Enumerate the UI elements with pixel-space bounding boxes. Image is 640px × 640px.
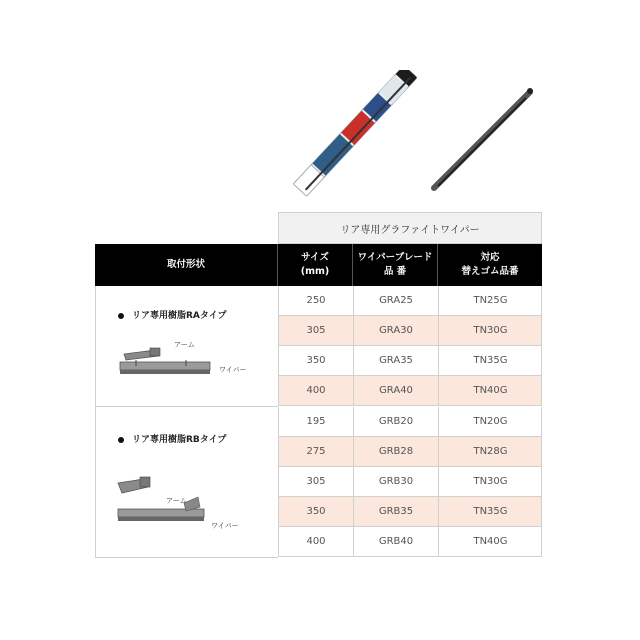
size-cell: 195 xyxy=(278,407,353,436)
size-cell: 305 xyxy=(278,316,353,345)
table-row xyxy=(278,407,542,437)
rubber-cell: TN25G xyxy=(438,286,542,315)
size-cell: 400 xyxy=(278,527,353,556)
header-blade-line1: ワイパーブレード xyxy=(357,252,433,263)
blade-cell: GRA25 xyxy=(353,286,438,315)
header-blade-line2: 品 番 xyxy=(383,266,407,277)
spec-table xyxy=(95,212,542,561)
table-row xyxy=(278,376,542,406)
table-row xyxy=(278,527,542,557)
header-blade xyxy=(353,244,438,286)
group-rb xyxy=(95,407,278,558)
package-photo xyxy=(288,70,438,200)
rubber-cell: TN35G xyxy=(438,497,542,526)
header-rubber xyxy=(438,244,542,286)
group-ra-label-text: リア専用樹脂RAタイプ xyxy=(132,311,227,321)
rubber-cell: TN20G xyxy=(438,407,542,436)
group-ra xyxy=(95,286,278,407)
group-ra-label xyxy=(118,308,226,321)
ra-wiper-label: ワイパー xyxy=(219,366,247,374)
rb-arm-label: アーム xyxy=(166,497,187,505)
blade-cell: GRB30 xyxy=(353,467,438,496)
blade-cell: GRB35 xyxy=(353,497,438,526)
rubber-cell: TN30G xyxy=(438,316,542,345)
series-title: リア専用グラファイトワイパー xyxy=(278,212,542,244)
blade-cell: GRB20 xyxy=(353,407,438,436)
header-size xyxy=(278,244,353,286)
size-cell: 250 xyxy=(278,286,353,315)
header-size-line2: (mm) xyxy=(300,266,330,277)
header-rubber-line1: 対応 xyxy=(480,252,500,263)
size-cell: 305 xyxy=(278,467,353,496)
size-cell: 350 xyxy=(278,346,353,375)
rb-wiper-label: ワイパー xyxy=(211,522,239,530)
blade-cell: GRB28 xyxy=(353,437,438,466)
table-row xyxy=(278,497,542,527)
group-rb-label-text: リア専用樹脂RBタイプ xyxy=(132,435,227,445)
header-mount xyxy=(95,244,278,286)
rubber-cell: TN40G xyxy=(438,376,542,405)
rubber-cell: TN28G xyxy=(438,437,542,466)
header-size-line1: サイズ xyxy=(301,252,329,263)
blade-cell: GRA35 xyxy=(353,346,438,375)
blade-cell: GRA30 xyxy=(353,316,438,345)
rubber-cell: TN35G xyxy=(438,346,542,375)
ra-wiper-illustration xyxy=(116,338,216,392)
blade-cell: GRA40 xyxy=(353,376,438,405)
wiper-blade-photo xyxy=(420,82,550,194)
header-rubber-line2: 替えゴム品番 xyxy=(461,266,519,277)
rubber-cell: TN40G xyxy=(438,527,542,556)
rubber-cell: TN30G xyxy=(438,467,542,496)
table-row xyxy=(278,467,542,497)
size-cell: 400 xyxy=(278,376,353,405)
bullet-icon xyxy=(118,437,124,443)
blade-cell: GRB40 xyxy=(353,527,438,556)
size-cell: 275 xyxy=(278,437,353,466)
group-rb-label xyxy=(118,432,226,445)
size-cell: 350 xyxy=(278,497,353,526)
table-row xyxy=(278,346,542,376)
rb-wiper-illustration xyxy=(114,475,214,539)
header-mount-label: 取付形状 xyxy=(166,259,205,270)
bullet-icon xyxy=(118,313,124,319)
ra-arm-label: アーム xyxy=(174,341,195,349)
table-row xyxy=(278,286,542,316)
table-row xyxy=(278,437,542,467)
table-row xyxy=(278,316,542,346)
